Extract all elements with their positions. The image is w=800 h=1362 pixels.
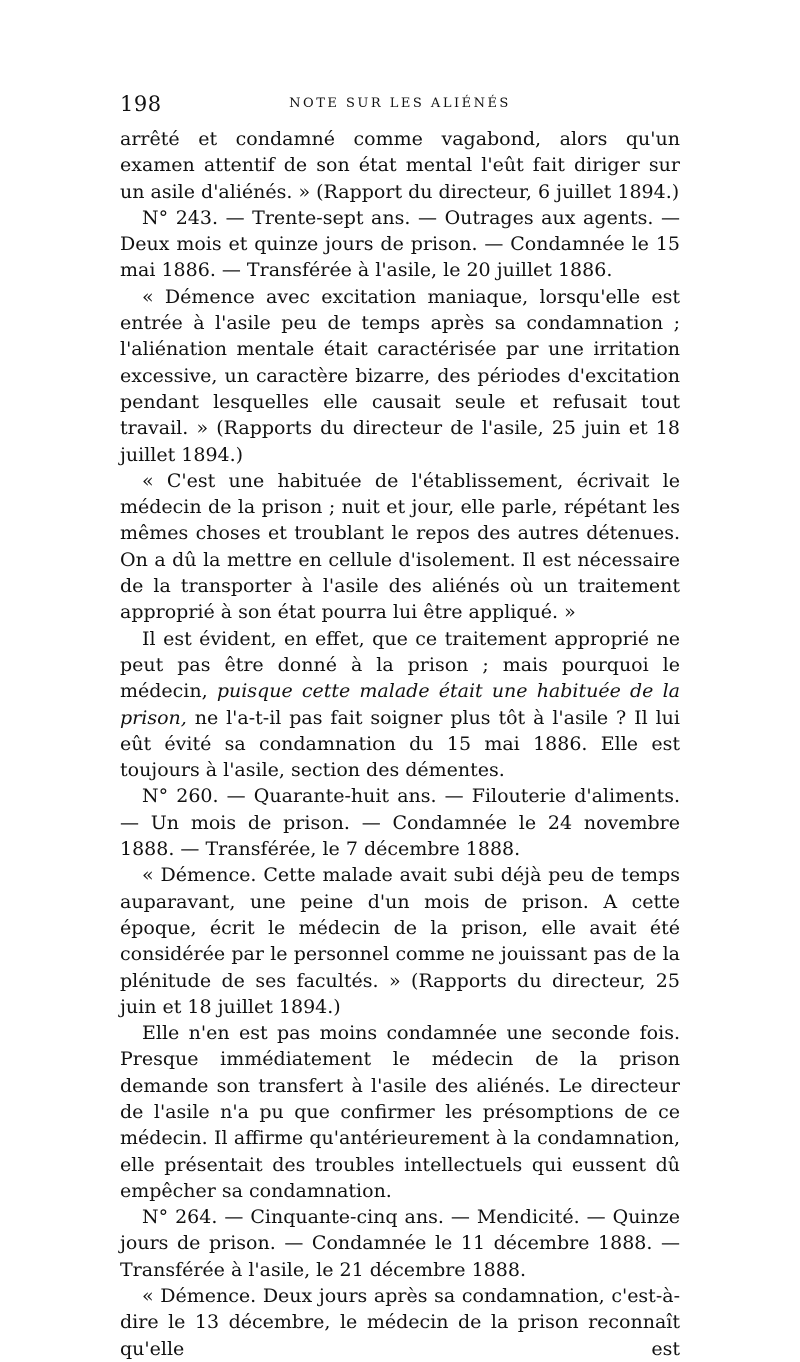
page-header xyxy=(120,92,680,124)
case-260-commentary: Elle n'en est pas moins condamnée une seconde fois. Presque immédiatement le médecin de la prison demande son transfert à l'asile des aliénés. Le directeur de l'asile n'a pu que confirmer les présomptions de ce médecin. Il affirme qu'antérieurement à la condamnation, elle présentait des troubles intellectuels qui eussent dû empêcher sa condamnation. xyxy=(120,1022,680,1202)
page-number: 198 xyxy=(120,92,162,116)
paragraph-continuation: arrêté et condamné comme vagabond, alors qu'un examen attentif de son état mental l'eût fait diriger sur un asile d'aliénés. » (Rapport du directeur, 6 juillet 1894.) xyxy=(120,128,680,203)
running-head: NOTE SUR LES ALIÉNÉS xyxy=(289,96,511,111)
commentary-text-after: ne l'a-t-il pas fait soigner plus tôt à l'asile ? Il lui eût évité sa condamnation du 15 mai 1886. Elle est toujours à l'asile, section des démentes. xyxy=(120,706,680,782)
case-260-quote: « Démence. Cette malade avait subi déjà peu de temps auparavant, une peine d'un mois de prison. A cette époque, écrit le médecin de la prison, elle avait été considérée par le personnel comme ne jouissant pas de la plénitude de ses facultés. » (Rapports du directeur, 25 juin et 18 juillet 1894.) xyxy=(120,864,680,1018)
case-243-heading: N° 243. — Trente-sept ans. — Outrages aux agents. — Deux mois et quinze jours de prison. — Condamnée le 15 mai 1886. — Transférée à l'asile, le 20 juillet 1886. xyxy=(120,206,680,282)
case-243-doctor-quote: « C'est une habituée de l'établissement, écrivait le médecin de la prison ; nuit et jour, elle parle, répétant les mêmes choses et troublant le repos des autres détenues. On a dû la mettre en cellule d'isolement. Il est nécessaire de la transporter à l'asile des aliénés où un traitement approprié à son état pourra lui être appliqué. » xyxy=(120,469,680,624)
case-264-quote: « Démence. Deux jours après sa condamnation, c'est-à-dire le 13 décembre, le médecin de la prison reconnaît qu'elle est xyxy=(120,1285,680,1360)
case-264-heading: N° 264. — Cinquante-cinq ans. — Mendicité. — Quinze jours de prison. — Condamnée le 11 décembre 1888. — Transférée à l'asile, le 21 décembre 1888. xyxy=(120,1206,680,1281)
book-page xyxy=(120,92,680,1362)
commentary-text-before: Il est évident, en effet, que ce traitement approprié ne peut pas être donné à la prison ; mais pourquoi le médecin, xyxy=(120,627,680,703)
case-260-heading: N° 260. — Quarante-huit ans. — Filouterie d'aliments. — Un mois de prison. — Condamnée le 24 novembre 1888. — Transférée, le 7 décembre 1888. xyxy=(120,785,680,861)
case-243-quote: « Démence avec excitation maniaque, lorsqu'elle est entrée à l'asile peu de temps après sa condamnation ; l'aliénation mentale était caractérisée par une irritation excessive, un caractère bizarre, des périodes d'excitation pendant lesquelles elle causait seule et refusait tout travail. » (Rapports du directeur de l'asile, 25 juin et 18 juillet 1894.) xyxy=(120,285,680,466)
body-text xyxy=(120,126,680,1362)
commentary-italic-text: puisque cette malade était une habituée de la prison, xyxy=(120,680,680,729)
case-243-commentary xyxy=(120,626,680,784)
